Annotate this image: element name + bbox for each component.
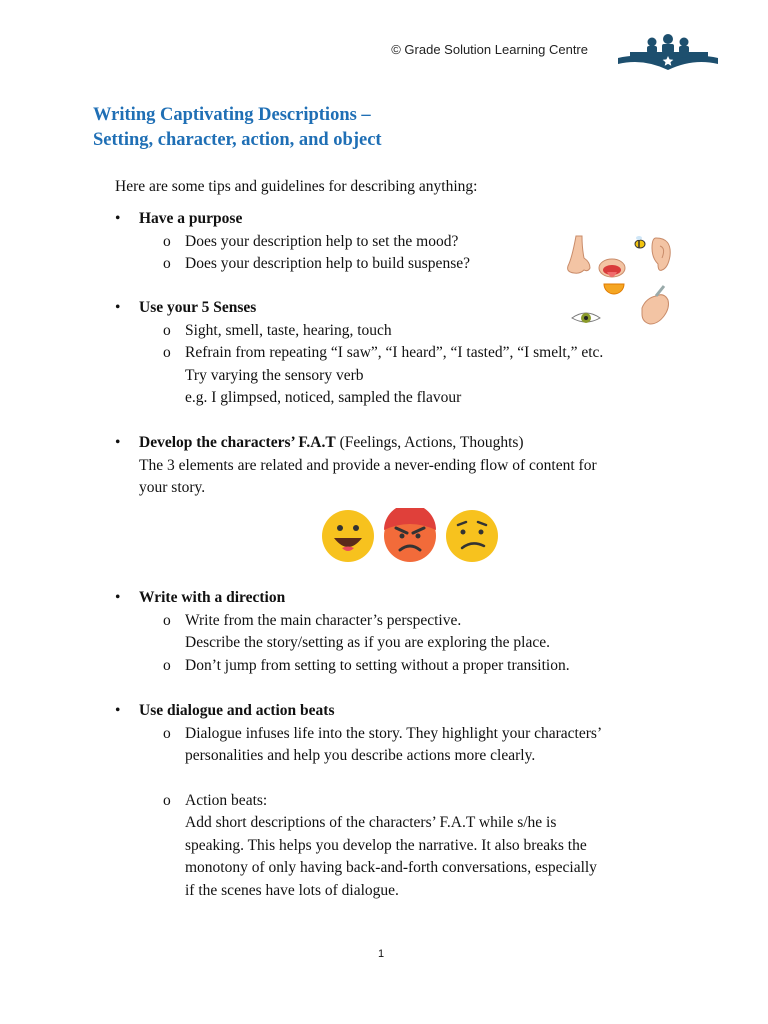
heading-fat-detail: (Feelings, Actions, Thoughts) xyxy=(335,434,524,451)
emotions-illustration xyxy=(320,508,502,564)
intro-text: Here are some tips and guidelines for describing anything: xyxy=(115,178,478,195)
confused-face-icon xyxy=(446,510,498,562)
book-people-logo-icon xyxy=(608,30,728,76)
section-direction xyxy=(115,587,685,677)
ear-icon xyxy=(652,238,670,270)
senses-item-1: Sight, smell, taste, hearing, touch xyxy=(185,321,392,339)
section-senses xyxy=(115,297,685,410)
direction-item-2: Don’t jump from setting to setting without a proper transition. xyxy=(185,656,570,674)
sub-bullet-marker: o xyxy=(163,656,171,674)
senses-item-2-continued: Try varying the sensory verb xyxy=(185,366,364,384)
action-beats-line-3: monotony of only having back-and-forth conversations, especially xyxy=(185,859,597,876)
copyright-text: © Grade Solution Learning Centre xyxy=(391,42,588,57)
sub-bullet-marker: o xyxy=(163,321,171,339)
heading-senses: Use your 5 Senses xyxy=(139,299,257,316)
dialogue-item-2: Action beats: xyxy=(185,791,268,809)
heading-fat: Develop the characters’ F.A.T xyxy=(139,434,336,451)
bee-icon xyxy=(635,236,645,248)
dialogue-item-1: Dialogue infuses life into the story. They highlight your characters’ xyxy=(185,724,603,742)
action-beats-line-1: Add short descriptions of the characters’ F.A.T while s/he is xyxy=(185,814,557,831)
heading-direction: Write with a direction xyxy=(139,589,286,606)
happy-face-icon xyxy=(322,510,374,562)
nose-icon xyxy=(568,236,590,273)
sub-bullet-marker: o xyxy=(163,791,171,809)
bullet-marker: • xyxy=(115,299,121,316)
angry-face-icon xyxy=(384,508,436,562)
section-purpose xyxy=(115,208,575,276)
purpose-item-1: Does your description help to set the mood? xyxy=(185,232,459,250)
section-dialogue xyxy=(115,700,685,902)
bullet-marker: • xyxy=(115,210,121,227)
tongue-icon xyxy=(599,259,625,277)
senses-item-2-example: e.g. I glimpsed, noticed, sampled the flavour xyxy=(185,389,462,406)
sub-bullet-marker: o xyxy=(163,724,171,742)
direction-item-1: Write from the main character’s perspective. xyxy=(185,611,462,629)
sub-bullet-marker: o xyxy=(163,232,171,250)
bullet-marker: • xyxy=(115,434,121,451)
dialogue-item-1-continued: personalities and help you describe actions more clearly. xyxy=(185,747,536,764)
sub-bullet-marker: o xyxy=(163,255,171,272)
purpose-item-2: Does your description help to build suspense? xyxy=(185,255,470,272)
heading-dialogue: Use dialogue and action beats xyxy=(139,702,335,719)
senses-item-2: Refrain from repeating “I saw”, “I heard”, “I tasted”, “I smelt,” etc. xyxy=(185,344,604,361)
title-line-2: Setting, character, action, and object xyxy=(93,130,382,150)
title-line-1: Writing Captivating Descriptions – xyxy=(93,105,371,125)
action-beats-line-4: if the scenes have lots of dialogue. xyxy=(185,881,399,899)
sub-bullet-marker: o xyxy=(163,344,171,361)
direction-item-1-continued: Describe the story/setting as if you are exploring the place. xyxy=(185,634,550,651)
heading-purpose: Have a purpose xyxy=(139,210,243,227)
bullet-marker: • xyxy=(115,702,121,719)
page-header xyxy=(388,30,728,76)
fat-line-1: The 3 elements are related and provide a never-ending flow of content for xyxy=(139,456,597,474)
page-number: 1 xyxy=(378,948,385,960)
orange-slice-icon xyxy=(604,284,624,294)
bullet-marker: • xyxy=(115,589,121,606)
section-fat xyxy=(115,432,685,500)
action-beats-line-2: speaking. This helps you develop the narrative. It also breaks the xyxy=(185,836,587,854)
sub-bullet-marker: o xyxy=(163,611,171,629)
fat-line-2: your story. xyxy=(139,479,206,496)
document-title xyxy=(93,103,382,153)
